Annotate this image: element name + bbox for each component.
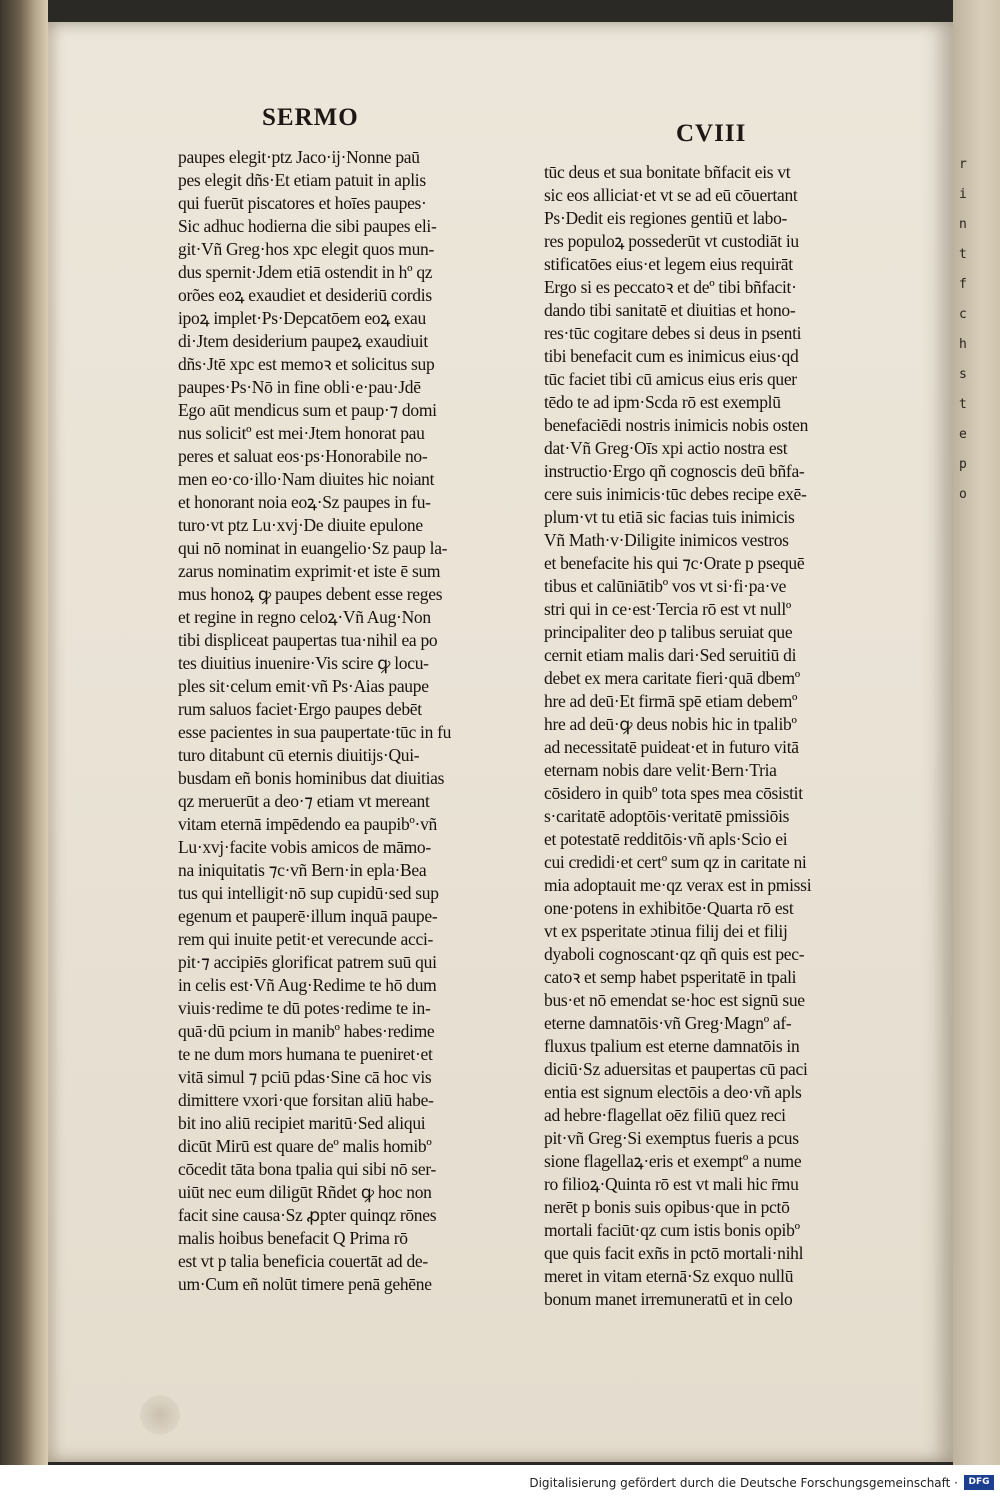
text-line: benefaciēdi nostris inimicis nobis osten: [544, 415, 809, 435]
book-edge-left: [0, 0, 48, 1465]
text-line: git·Vñ Greg·hos xpc elegit quos mun-: [178, 239, 435, 259]
folio-number: CVIII: [676, 120, 747, 147]
text-line: et potestatē redditōis·vñ apls·Scio ei: [544, 829, 788, 849]
text-line: uiūt nec eum diligūt Rñdet ꝙ hoc non: [178, 1182, 432, 1202]
text-line: diciū·Sz aduersitas et paupertas cū paci: [544, 1059, 808, 1079]
text-line: tibus et calūniātibº vos vt si·fi·pa·ve: [544, 576, 787, 596]
text-line: eternam nobis dare velit·Bern·Tria: [544, 760, 777, 780]
text-line: principaliter deo p talibus seruiat que: [544, 622, 793, 642]
text-line: catoꝛ et semp habet psperitatē in tpali: [544, 967, 797, 987]
page-stain: [140, 1395, 180, 1435]
text-line: tēdo te ad ipm·Scda rō est exemplū: [544, 392, 781, 412]
text-line: tus qui intelligit·nō sup cupidū·sed sup: [178, 883, 439, 903]
text-line: facit sine causa·Sz ꝓpter quinqz rōnes: [178, 1205, 437, 1225]
text-line: hre ad deū·ꝙ deus nobis hic in tpalibº: [544, 714, 797, 734]
text-line: cui credidi·et certº sum qz in caritate ni: [544, 852, 807, 872]
text-line: di·Jtem desiderium paupeꝝ exaudiuit: [178, 331, 428, 351]
text-line: tūc deus et sua bonitate bñfacit eis vt: [544, 162, 791, 182]
text-line: mortali faciūt·qz cum istis bonis opibº: [544, 1220, 800, 1240]
footer-bar: [0, 1465, 1000, 1500]
text-line: sione flagellaꝝ·eris et exemptº a nume: [544, 1151, 802, 1171]
text-line: que quis facit exñs in pctō mortali·nihl: [544, 1243, 804, 1263]
facing-page-edge: [953, 0, 1000, 1465]
text-line: dyaboli cognoscant·qz qñ quis est pec-: [544, 944, 805, 964]
text-line: stri qui in ce·est·Tercia rō est vt nullº: [544, 599, 792, 619]
text-line: dñs·Jtē xpc est memoꝛ et solicitus sup: [178, 354, 435, 374]
text-line: paupes elegit·ptz Jaco·ij·Nonne paū: [178, 147, 420, 167]
text-line: viuis·redime te dū potes·redime te in-: [178, 998, 431, 1018]
text-line: ad necessitatē puideat·et in futuro vitā: [544, 737, 799, 757]
facing-page-ghost-text: r i n t f c h s t e p o: [959, 157, 966, 502]
text-line: tibi displiceat paupertas tua·nihil ea po: [178, 630, 438, 650]
text-column-right: [544, 161, 856, 1311]
running-header-left: SERMO: [262, 104, 359, 131]
text-line: hre ad deū·Et firmā spē etiam debemº: [544, 691, 798, 711]
text-line: turo ditabunt cū eternis diuitijs·Qui-: [178, 745, 420, 765]
text-line: um·Cum eñ nolūt timere penā gehēne: [178, 1274, 432, 1294]
text-line: vt ex psperitate ɔtinua filij dei et filij: [544, 921, 788, 941]
text-line: et regine in regno celoꝝ·Vñ Aug·Non: [178, 607, 431, 627]
text-line: Lu·xvj·facite vobis amicos de māmo-: [178, 837, 431, 857]
text-line: orões eoꝝ exaudiet et desideriū cordis: [178, 285, 432, 305]
text-line: egenum et pauperē·illum inquā paupe-: [178, 906, 438, 926]
text-line: et benefacite his qui ⁊c·Orate p psequē: [544, 553, 805, 573]
text-line: instructio·Ergo qñ cognoscis deū bñfa-: [544, 461, 805, 481]
text-line: mus honoꝝ ꝙ paupes debent esse reges: [178, 584, 443, 604]
text-line: rum saluos faciet·Ergo paupes debēt: [178, 699, 422, 719]
text-line: entia est signum electōis a deo·vñ apls: [544, 1082, 802, 1102]
text-line: sic eos alliciat·et vt se ad eū cōuertant: [544, 185, 798, 205]
text-line: ad hebre·flagellat oēz filiū quez reci: [544, 1105, 786, 1125]
text-line: pes elegit dñs·Et etiam patuit in aplis: [178, 170, 426, 190]
text-line: s·caritatē adoptōis·veritatē pmissiōis: [544, 806, 790, 826]
text-line: tūc faciet tibi cū amicus eius eris quer: [544, 369, 797, 389]
text-line: bonum manet irremuneratū et in celo: [544, 1289, 793, 1309]
text-line: debet ex mera caritate fieri·quā dbemº: [544, 668, 800, 688]
text-line: in celis est·Vñ Aug·Redime te hō dum: [178, 975, 437, 995]
text-line: nerēt p bonis suis opibus·que in pctō: [544, 1197, 790, 1217]
text-line: paupes·Ps·Nō in fine obli·e·pau·Jdē: [178, 377, 421, 397]
text-line: one·potens in exhibitōe·Quarta rō est: [544, 898, 794, 918]
text-line: bus·et nō emendat se·hoc est signū sue: [544, 990, 805, 1010]
text-line: Ps·Dedit eis regiones gentiū et labo-: [544, 208, 788, 228]
text-line: busdam eñ bonis hominibus dat diuitias: [178, 768, 445, 788]
text-line: dimittere vxori·que forsitan aliū habe-: [178, 1090, 434, 1110]
text-line: et honorant noia eoꝝ·Sz paupes in fu-: [178, 492, 431, 512]
text-line: peres et saluat eos·ps·Honorabile no-: [178, 446, 428, 466]
text-line: mia adoptauit me·qz verax est in pmissi: [544, 875, 812, 895]
text-line: quā·dū pcium in manibº habes·redime: [178, 1021, 435, 1041]
text-line: vitam eternā impēdendo ea paupibº·vñ: [178, 814, 437, 834]
text-line: rem qui inuite petit·et verecunde acci-: [178, 929, 434, 949]
text-line: dando tibi sanitatē et diuitias et hono-: [544, 300, 796, 320]
text-line: res populoꝝ possederūt vt custodiāt iu: [544, 231, 799, 251]
text-line: qui nō nominat in euangelio·Sz paup la-: [178, 538, 448, 558]
text-line: Sic adhuc hodierna die sibi paupes eli-: [178, 216, 437, 236]
text-line: zarus nominatim exprimit·et iste ē sum: [178, 561, 441, 581]
text-line: plum·vt tu etiā sic facias tuis inimicis: [544, 507, 795, 527]
text-line: meret in vitam eternā·Sz exquo nullū: [544, 1266, 794, 1286]
text-line: dat·Vñ Greg·Oīs xpi actio nostra est: [544, 438, 788, 458]
text-line: Ego aūt mendicus sum et paup·⁊ domi: [178, 400, 437, 420]
text-line: qz meruerūt a deo·⁊ etiam vt mereant: [178, 791, 430, 811]
text-line: na iniquitatis ⁊c·vñ Bern·in epla·Bea: [178, 860, 427, 880]
text-line: malis hoibus benefacit Q Prima rō: [178, 1228, 408, 1248]
text-line: qui fuerūt piscatores et hoīes paupes·: [178, 193, 427, 213]
text-line: dicūt Mirū est quare deº malis homibº: [178, 1136, 432, 1156]
text-line: men eo·co·illo·Nam diuites hic noiant: [178, 469, 435, 489]
text-line: stificatōes eius·et legem eius requirāt: [544, 254, 793, 274]
text-line: nus solicitº est mei·Jtem honorat pau: [178, 423, 425, 443]
text-line: Vñ Math·v·Diligite inimicos vestros: [544, 530, 789, 550]
text-line: cernit etiam malis dari·Sed seruitiū di: [544, 645, 797, 665]
funding-credit: Digitalisierung gefördert durch die Deutsche Forschungsgemeinschaft ·: [529, 1476, 958, 1490]
text-line: bit ino aliū recipiet maritū·Sed aliqui: [178, 1113, 426, 1133]
text-line: ipoꝝ implet·Ps·Depcatōem eoꝝ exau: [178, 308, 426, 328]
text-line: dus spernit·Jdem etiā ostendit in hº qz: [178, 262, 433, 282]
text-line: Ergo si es peccatoꝛ et deº tibi bñfacit·: [544, 277, 797, 297]
text-line: res·tūc cogitare debes si deus in psenti: [544, 323, 802, 343]
text-line: esse pacientes in sua paupertate·tūc in fu: [178, 722, 452, 742]
text-line: turo·vt ptz Lu·xvj·De diuite epulone: [178, 515, 423, 535]
text-line: ples sit·celum emit·vñ Ps·Aias paupe: [178, 676, 429, 696]
dfg-logo: DFG: [964, 1475, 994, 1490]
text-line: vitā simul ⁊ pciū pdas·Sine cā hoc vis: [178, 1067, 432, 1087]
text-line: est vt p talia beneficia couertāt ad de-: [178, 1251, 428, 1271]
text-line: tes diuitius inuenire·Vis scire ꝙ locu-: [178, 653, 429, 673]
text-line: fluxus tpalium est eterne damnatōis in: [544, 1036, 800, 1056]
text-line: pit·vñ Greg·Si exemptus fueris a pcus: [544, 1128, 799, 1148]
text-line: te ne dum mors humana te pueniret·et: [178, 1044, 433, 1064]
text-line: cere suis inimicis·tūc debes recipe exē-: [544, 484, 807, 504]
text-line: cōcedit tāta bona tpalia qui sibi nō ser-: [178, 1159, 437, 1179]
text-line: ro filioꝝ·Quinta rō est vt mali hic r̄mu: [544, 1174, 799, 1194]
text-line: cōsidero in quibº tota spes mea cōsistit: [544, 783, 803, 803]
text-column-left: [178, 146, 490, 1296]
text-line: tibi benefacit cum es inimicus eius·qd: [544, 346, 799, 366]
text-line: eterne damnatōis·vñ Greg·Magnº af-: [544, 1013, 792, 1033]
text-line: pit·⁊ accipiēs glorificat patrem suū qui: [178, 952, 437, 972]
